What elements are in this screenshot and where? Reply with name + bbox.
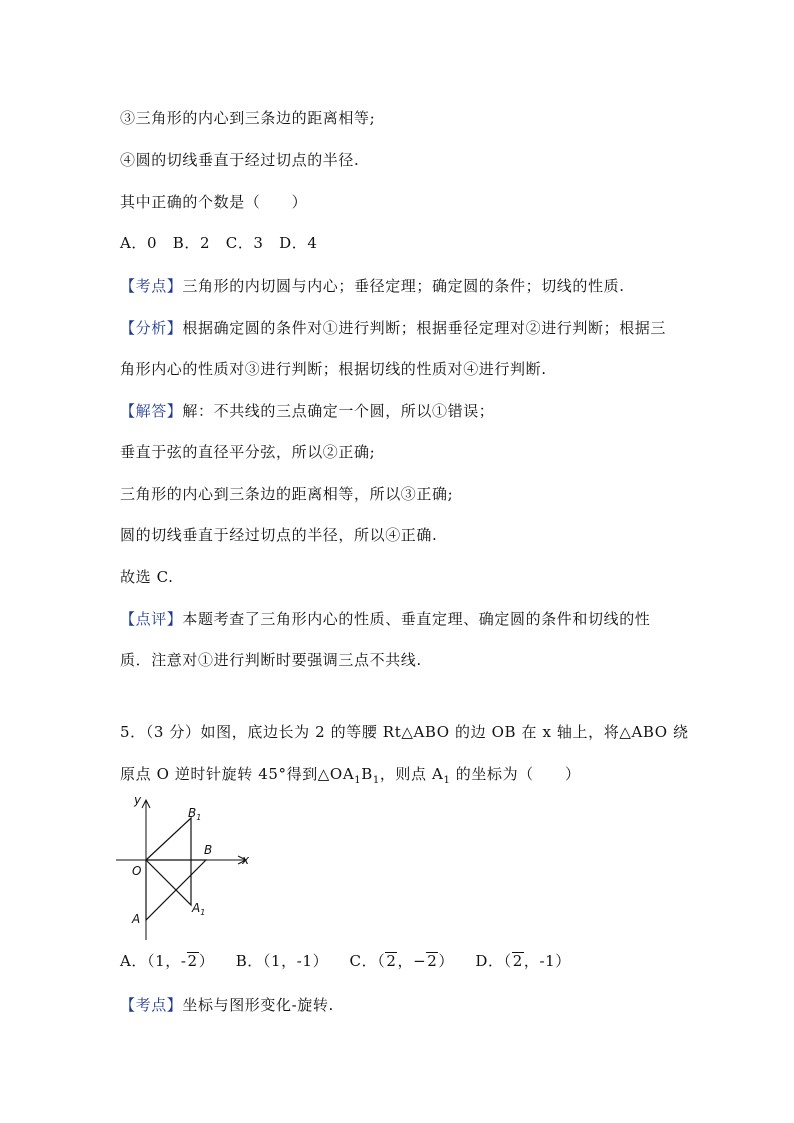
jieda-text-5: 故选 C. (120, 568, 174, 586)
option-d: D．（2，-1） (475, 952, 571, 970)
jieda-text-4: 圆的切线垂直于经过切点的半径，所以④正确. (120, 526, 438, 544)
jieda-text-3: 三角形的内心到三条边的距离相等，所以③正确; (120, 485, 454, 503)
origin-label: O (132, 864, 142, 878)
statement-3: ③三角形的内心到三条边的距离相等; (120, 109, 376, 127)
point-b-label: B (204, 843, 213, 857)
option-a: A．（1，-2） (120, 952, 215, 970)
dianping-tag: 【点评】 (120, 610, 183, 628)
kaodian-section-q5 (120, 995, 334, 1015)
kaodian-tag-q5: 【考点】 (120, 996, 183, 1014)
fenxi-tag: 【分析】 (120, 319, 183, 337)
q5-text-a: 原点 O 逆时针旋转 45°得到△OA (120, 765, 355, 783)
y-label: y (134, 793, 142, 807)
q5-text-b: B (361, 765, 373, 783)
fenxi-section (120, 318, 666, 338)
triangle-oa1b1 (146, 818, 191, 905)
q5-text-c: ，则点 A (379, 765, 444, 783)
question-5-line-1: 5．（3 分）如图，底边长为 2 的等腰 Rt△ABO 的边 OB 在 x 轴上，将△ABO 绕 (120, 723, 689, 741)
dianping-text-2: 质．注意对①进行判断时要强调三点不共线. (120, 651, 422, 669)
dianping-text-1: 本题考查了三角形内心的性质、垂直定理、确定圆的条件和切线的性 (182, 610, 651, 628)
fenxi-text-1: 根据确定圆的条件对①进行判断；根据垂径定理对②进行判断；根据三 (182, 319, 667, 337)
dianping-section (120, 609, 650, 629)
kaodian-text-q5: 坐标与图形变化-旋转. (182, 996, 334, 1014)
option-c: C．（2，−2） (349, 952, 455, 970)
question-prompt: 其中正确的个数是（ ） (120, 193, 308, 211)
q5-sub-2: 1 (372, 775, 380, 786)
kaodian-section-q4 (120, 276, 625, 296)
jieda-tag: 【解答】 (120, 402, 183, 420)
statement-4: ④圆的切线垂直于经过切点的半径. (120, 151, 360, 169)
rotation-figure (116, 790, 266, 940)
answer-options-q5 (120, 951, 587, 971)
jieda-section (120, 401, 494, 421)
fenxi-text-2: 角形内心的性质对③进行判断；根据切线的性质对④进行判断. (120, 360, 547, 378)
jieda-text-2: 垂直于弦的直径平分弦，所以②正确; (120, 443, 376, 461)
q5-sub-1: 1 (354, 775, 362, 786)
kaodian-text: 三角形的内切圆与内心；垂径定理；确定圆的条件；切线的性质. (182, 277, 625, 295)
point-a-label: A (132, 912, 141, 926)
jieda-text-1: 解：不共线的三点确定一个圆，所以①错误； (182, 402, 495, 420)
point-b1-label: $B_1$ (188, 806, 202, 822)
q5-text-d: 的坐标为（ ） (450, 765, 581, 783)
coordinate-diagram (116, 790, 266, 940)
answer-options-q4: A．0 B．2 C．3 D．4 (120, 234, 318, 252)
kaodian-tag: 【考点】 (120, 277, 183, 295)
point-a1-label: $A_1$ (192, 901, 206, 917)
x-label: x (242, 853, 250, 867)
question-5-line-2 (120, 764, 581, 791)
option-b: B．（1，-1） (235, 952, 329, 970)
q5-sub-3: 1 (443, 775, 451, 786)
